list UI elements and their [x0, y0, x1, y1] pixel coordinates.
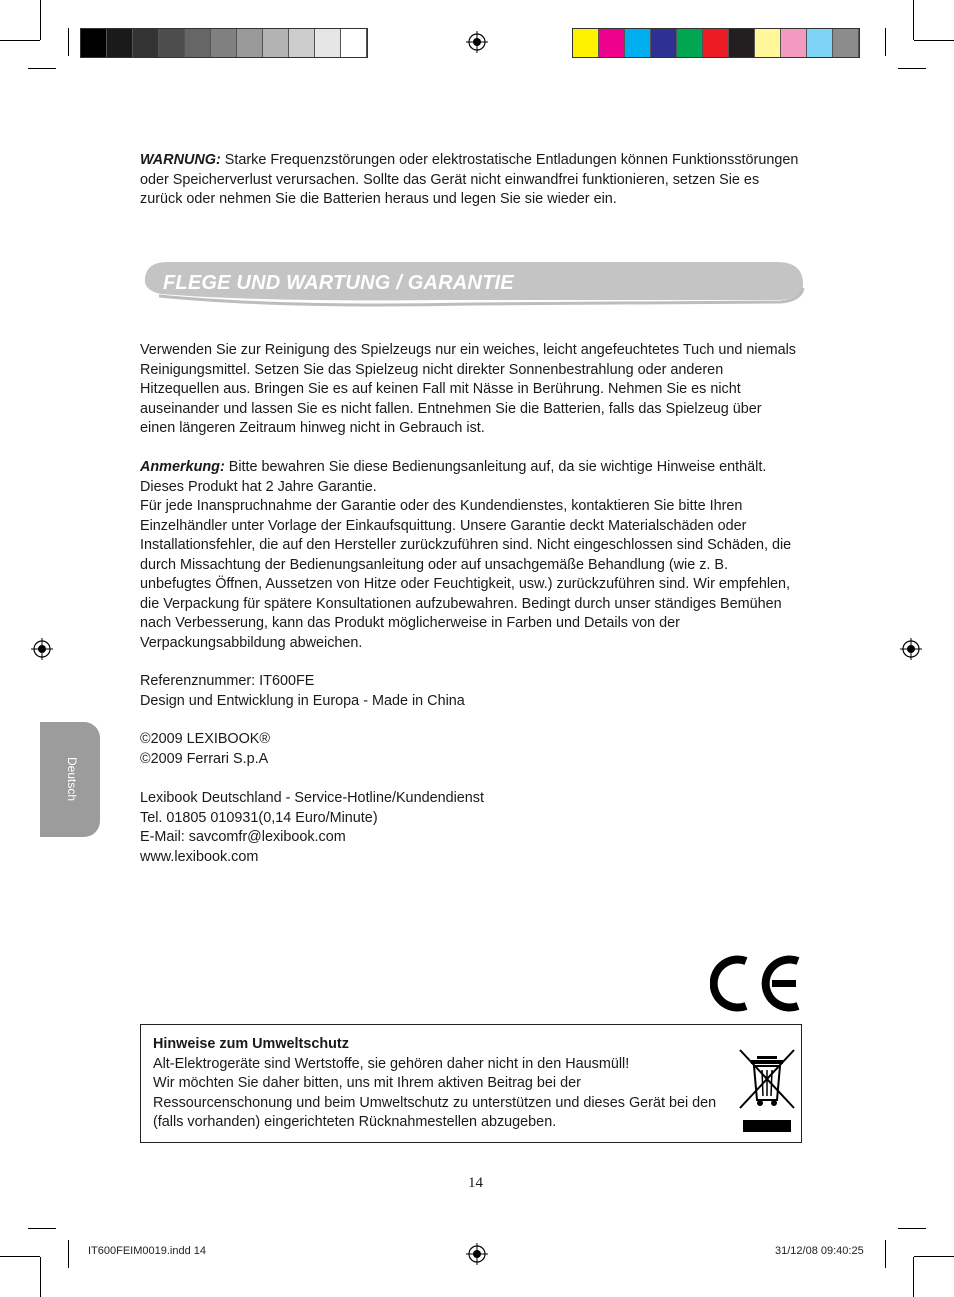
crop-mark — [28, 68, 56, 69]
contact-hotline: Lexibook Deutschland - Service-Hotline/Kundendienst — [140, 790, 484, 806]
copyright-ferrari: ©2009 Ferrari S.p.A — [140, 750, 269, 767]
crop-mark — [898, 68, 926, 69]
crop-mark — [68, 1240, 69, 1268]
process-color-bar — [572, 28, 860, 58]
contact-block — [140, 789, 800, 867]
grayscale-swatch — [107, 29, 133, 57]
made-in: Design und Entwicklung in Europa - Made in China — [140, 692, 465, 709]
section-title: FLEGE UND WARTUNG / GARANTIE — [163, 272, 514, 294]
process-swatch — [651, 29, 677, 57]
copyright-block — [140, 730, 800, 769]
environment-line-1: Alt-Elektrogeräte sind Wertstoffe, sie gehören daher nicht in den Hausmüll! — [153, 1055, 630, 1072]
crop-mark — [914, 1256, 954, 1257]
crop-mark — [40, 1257, 41, 1297]
process-swatch — [703, 29, 729, 57]
grayscale-swatch — [159, 29, 185, 57]
grayscale-swatch — [185, 29, 211, 57]
process-swatch — [781, 29, 807, 57]
registration-mark-icon — [466, 1243, 488, 1265]
crop-mark — [0, 40, 40, 41]
contact-website: www.lexibook.com — [140, 848, 259, 865]
grayscale-swatch — [341, 29, 367, 57]
environment-line-2: Wir möchten Sie daher bitten, uns mit Ihrem aktiven Beitrag bei der Ressourcenschonung und beim Umweltschutz zu unterstützen und dieses Gerät bei den (falls vorhanden) eingerichteten Rücknahmestellen abzugeben. — [153, 1075, 717, 1130]
registration-mark-icon — [900, 638, 922, 660]
warranty-text: Für jede Inanspruchnahme der Garantie oder des Kundendienstes, kontaktieren Sie bitte Ihren Einzelhändler unter Vorlage der Einkaufsquittung. Unsere Garantie deckt Materialschäden oder Installationsfehler, die auf den Hersteller zurückzuführen sind. Nicht eingeschlossen sind Schäden, die durch Missachtung der Bedienungsanleitung oder auf unsachgemäße Behandlung (wie z. B. unbefugtes Öffnen, Aussetzen von Hitze oder Feuchtigkeit, usw.) zurückzuführen sind. Wir empfehlen, die Verpackung für spätere Konsultationen aufzubewahren. Bedingt durch unser ständiges Bemühen nach Verbesserung, kann das Produkt möglicherweise in Farben und Details von der Verpackungsabbildung abweichen. — [140, 498, 792, 651]
environment-notice-text — [153, 1035, 723, 1133]
registration-mark-icon — [31, 638, 53, 660]
grayscale-swatch — [133, 29, 159, 57]
care-text: Verwenden Sie zur Reinigung des Spielzeugs nur ein weiches, leicht angefeuchtetes Tuch und niemals Reinigungsmittel. Setzen Sie das Spielzeug nicht direkter Sonnenbestrahlung oder anderen Hitzequellen aus. Bringen Sie es auf keinen Fall mit Nässe in Berührung. Nehmen Sie es nicht auseinander und lassen Sie es nicht fallen. Entnehmen Sie die Batterien, falls das Spielzeug über einen längeren Zeitraum hinweg nicht in Gebrauch ist. — [140, 342, 796, 436]
grayscale-swatch — [211, 29, 237, 57]
note-text: Bitte bewahren Sie diese Bedienungsanleitung auf, da sie wichtige Hinweise enthält. Dieses Produkt hat 2 Jahre Garantie. — [140, 459, 767, 495]
process-swatch — [729, 29, 755, 57]
note-paragraph — [140, 458, 800, 653]
crop-mark — [913, 0, 914, 40]
warning-text: Starke Frequenzstörungen oder elektrostatische Entladungen können Funktionsstörungen oder Speicherverlust verursachen. Sollte das Gerät nicht einwandfrei funktionieren, setzen Sie es zurück oder nehmen Sie die Batterien heraus und legen Sie sie wieder ein. — [140, 152, 799, 207]
ce-mark-icon — [710, 951, 802, 1016]
crop-mark — [914, 40, 954, 41]
crop-mark — [885, 1240, 886, 1268]
process-swatch — [573, 29, 599, 57]
grayscale-color-bar — [80, 28, 368, 58]
care-paragraph — [140, 341, 800, 439]
crossed-bin-icon — [738, 1048, 796, 1134]
crop-mark — [898, 1228, 926, 1229]
process-swatch — [807, 29, 833, 57]
grayscale-swatch — [81, 29, 107, 57]
reference-block — [140, 672, 800, 711]
process-swatch — [677, 29, 703, 57]
grayscale-swatch — [315, 29, 341, 57]
grayscale-swatch — [263, 29, 289, 57]
warning-label: WARNUNG: — [140, 152, 221, 168]
process-swatch — [755, 29, 781, 57]
process-swatch — [833, 29, 859, 57]
copyright-lexibook: ©2009 LEXIBOOK® — [140, 731, 271, 747]
contact-phone: Tel. 01805 010931(0,14 Euro/Minute) — [140, 809, 378, 826]
process-swatch — [599, 29, 625, 57]
note-label: Anmerkung: — [140, 459, 225, 475]
crop-mark — [28, 1228, 56, 1229]
crop-mark — [68, 28, 69, 56]
registration-mark-icon — [466, 31, 488, 53]
grayscale-swatch — [289, 29, 315, 57]
warning-paragraph — [140, 151, 800, 210]
page-number: 14 — [468, 1175, 483, 1191]
process-swatch — [625, 29, 651, 57]
crop-mark — [885, 28, 886, 56]
language-tab-label: Deutsch — [65, 756, 79, 802]
crop-mark — [0, 1256, 40, 1257]
crop-mark — [913, 1257, 914, 1297]
grayscale-swatch — [237, 29, 263, 57]
slug-date: 31/12/08 09:40:25 — [775, 1245, 864, 1257]
reference-number: Referenznummer: IT600FE — [140, 673, 315, 689]
crop-mark — [40, 0, 41, 40]
contact-email: E-Mail: savcomfr@lexibook.com — [140, 829, 346, 845]
environment-title: Hinweise zum Umweltschutz — [153, 1036, 349, 1052]
slug-filename: IT600FEIM0019.indd 14 — [88, 1245, 207, 1257]
